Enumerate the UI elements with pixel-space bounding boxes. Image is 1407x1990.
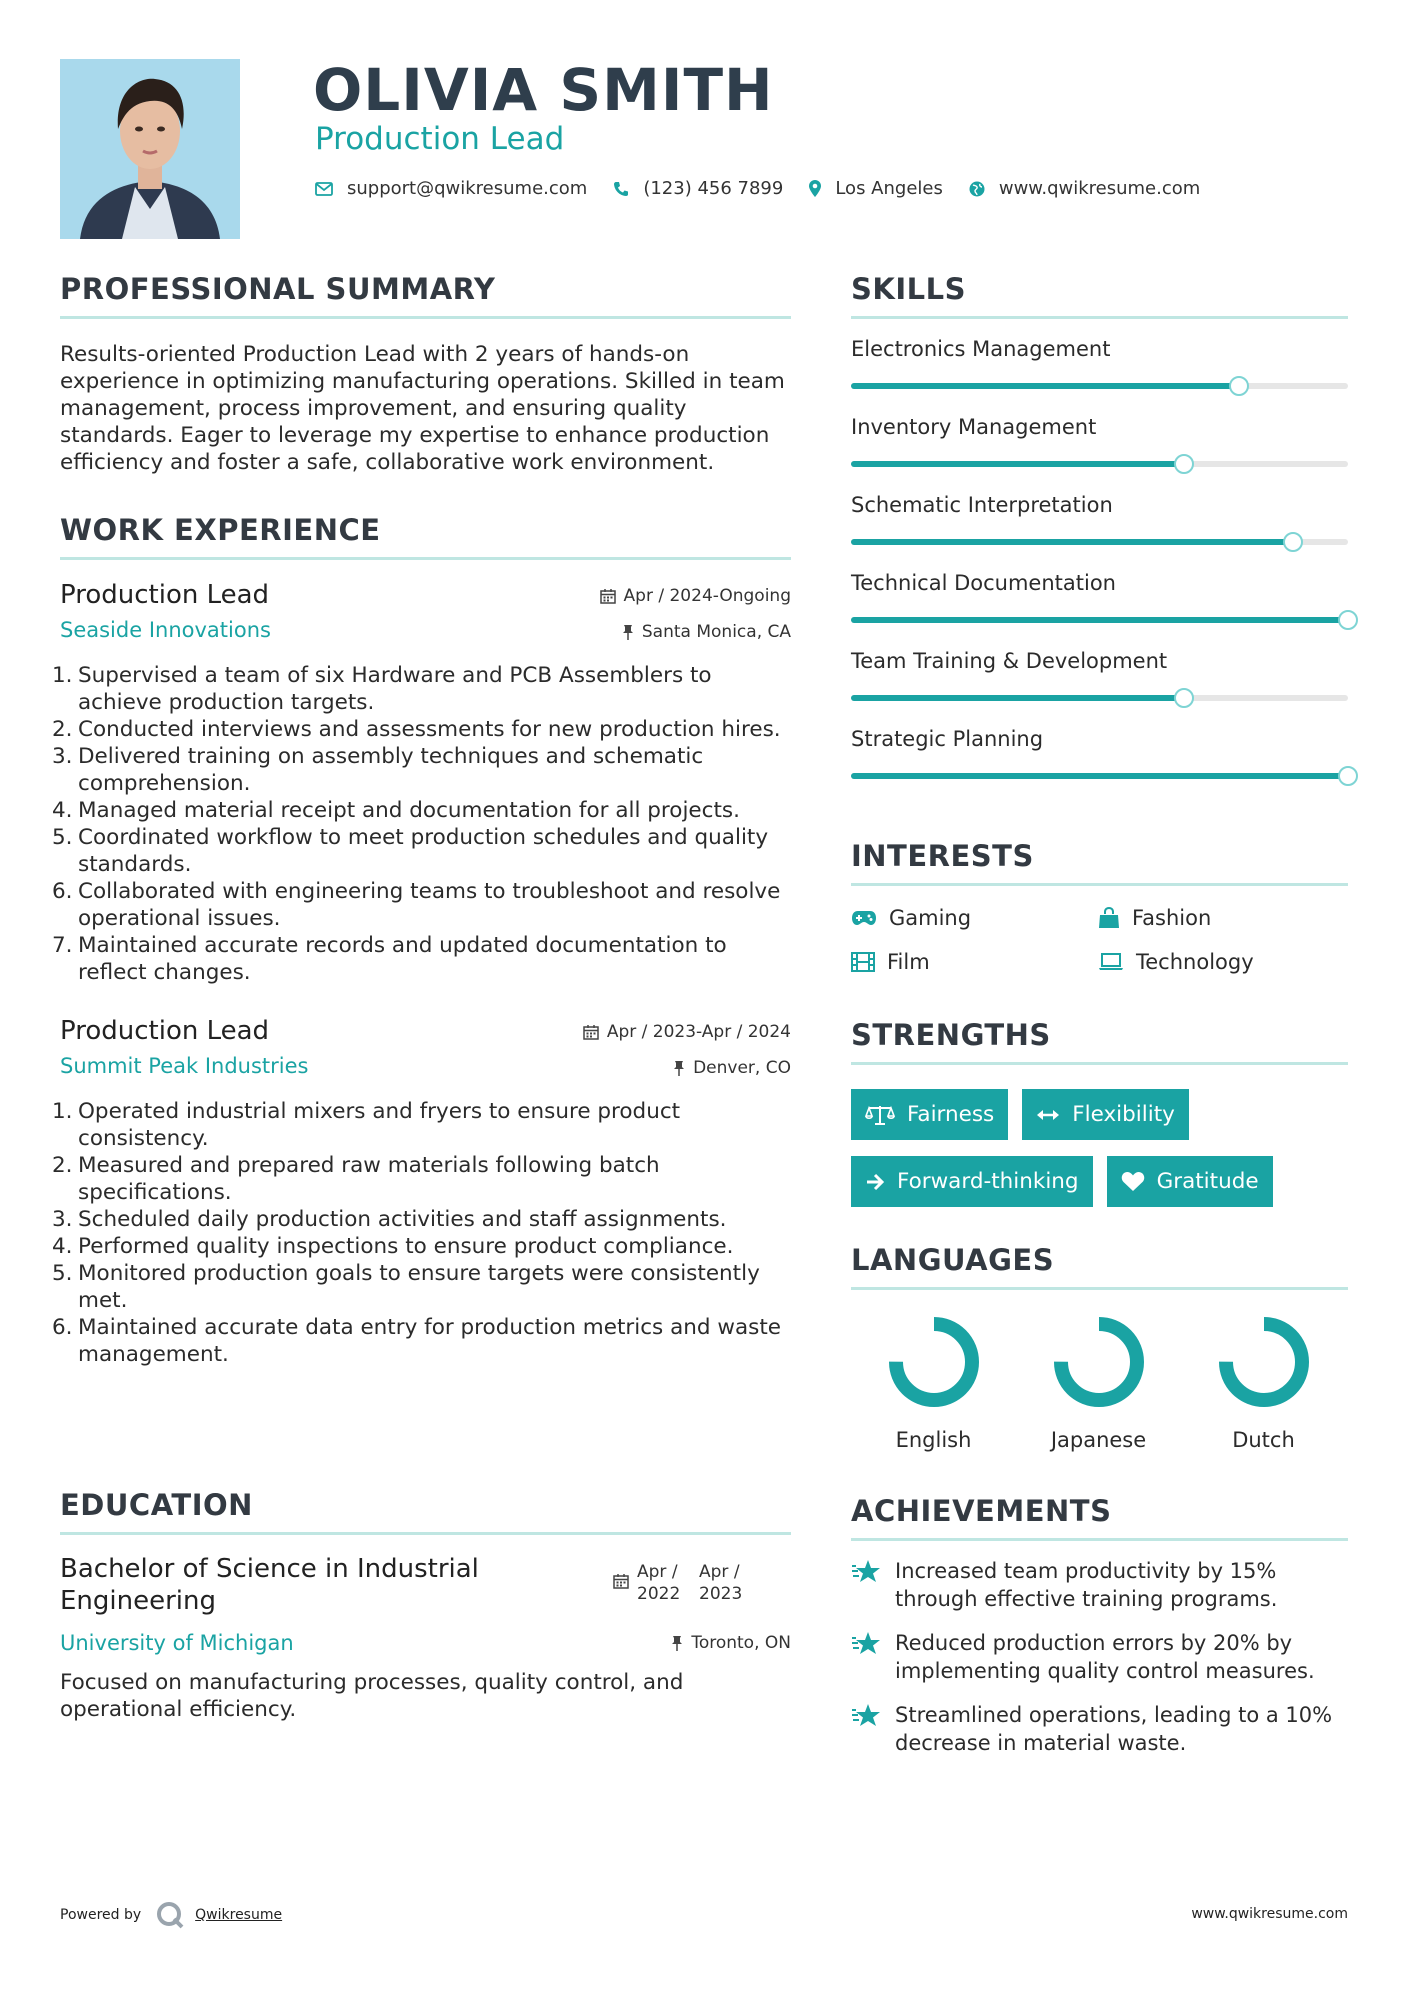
skill-label: Technical Documentation <box>851 571 1116 595</box>
job-location-text: Santa Monica, CA <box>641 622 791 642</box>
section-divider <box>60 557 791 560</box>
section-title: LANGUAGES <box>851 1243 1055 1277</box>
skill-bar <box>851 773 1348 779</box>
job-bullets <box>52 662 791 986</box>
skills-list <box>851 337 1348 787</box>
list-item: 3. Delivered training on assembly techniques and schematic comprehension. <box>52 744 704 796</box>
job-location-text: Denver, CO <box>693 1058 791 1078</box>
balance-scale-icon <box>865 1104 895 1126</box>
achievement-item <box>851 1701 1348 1757</box>
calendar-icon <box>600 588 616 604</box>
pushpin-icon <box>671 1635 683 1651</box>
job-entry <box>52 580 791 986</box>
language-ring <box>1216 1314 1312 1410</box>
achievement-item <box>851 1557 1348 1613</box>
edu-description: Focused on manufacturing processes, quality control, and operational efficiency. <box>60 1670 684 1722</box>
job-entry <box>52 1016 791 1368</box>
section-divider <box>851 1538 1348 1541</box>
section-title: INTERESTS <box>851 839 1034 873</box>
contact-email[interactable] <box>315 178 587 199</box>
edu-school: University of Michigan <box>60 1631 294 1655</box>
skill-label: Strategic Planning <box>851 727 1044 751</box>
contact-website-text: www.qwikresume.com <box>998 178 1201 199</box>
skill-bar <box>851 695 1348 701</box>
job-company: Summit Peak Industries <box>60 1054 309 1078</box>
section-divider <box>851 1287 1348 1290</box>
language-item <box>1016 1314 1181 1452</box>
achievement-text: Reduced production errors by 20% by implementing quality control measures. <box>895 1631 1315 1683</box>
interests-section <box>851 839 1348 974</box>
skill-fill <box>851 383 1239 389</box>
skill-label: Schematic Interpretation <box>851 493 1113 517</box>
skill-knob <box>1338 766 1358 786</box>
strength-chip <box>1107 1156 1273 1207</box>
interest-item <box>1098 906 1348 930</box>
skills-section <box>851 272 1348 787</box>
list-item: 7. Maintained accurate records and updated documentation to reflect changes. <box>52 933 727 985</box>
skill-item <box>851 337 1348 397</box>
envelope-icon <box>315 182 333 196</box>
candidate-name: OLIVIA SMITH <box>313 56 774 124</box>
calendar-icon <box>613 1573 629 1589</box>
edu-end-date: Apr / 2023 <box>699 1562 743 1604</box>
language-ring <box>886 1314 982 1410</box>
list-item: 1. Operated industrial mixers and fryers to ensure product consistency. <box>52 1099 681 1151</box>
education-section <box>60 1488 791 1723</box>
job-date-text: Apr / 2024-Ongoing <box>623 586 791 606</box>
list-item: 6. Collaborated with engineering teams to troubleshoot and resolve operational issues. <box>52 879 781 931</box>
language-label: Dutch <box>1232 1428 1295 1452</box>
right-column <box>851 272 1348 1757</box>
arrows-horizontal-icon <box>1036 1108 1060 1122</box>
strength-label: Fairness <box>907 1102 995 1127</box>
powered-by-label: Powered by <box>60 1907 142 1923</box>
skill-item <box>851 727 1348 787</box>
shopping-bag-icon <box>1098 907 1120 929</box>
brand-link[interactable]: Qwikresume <box>195 1907 283 1923</box>
heart-icon <box>1121 1171 1145 1192</box>
skill-bar <box>851 617 1348 623</box>
skill-fill <box>851 539 1293 545</box>
skill-item <box>851 415 1348 475</box>
edu-degree: Bachelor of Science in Industrial Engineering <box>60 1554 479 1616</box>
strength-chip <box>1022 1089 1189 1140</box>
gamepad-icon <box>851 910 877 926</box>
section-divider <box>851 1062 1348 1065</box>
section-title: WORK EXPERIENCE <box>60 513 381 547</box>
profile-photo <box>60 59 240 239</box>
skill-bar <box>851 539 1348 545</box>
section-divider <box>60 316 791 319</box>
footer-website[interactable]: www.qwikresume.com <box>1191 1906 1348 1922</box>
skill-fill <box>851 617 1348 623</box>
interest-label: Fashion <box>1132 906 1212 930</box>
skill-fill <box>851 461 1184 467</box>
arrow-right-icon <box>865 1172 885 1192</box>
list-item: 6. Maintained accurate data entry for production metrics and waste management. <box>52 1315 781 1367</box>
list-item: 4. Performed quality inspections to ensure product compliance. <box>52 1234 734 1259</box>
skill-fill <box>851 695 1184 701</box>
skill-knob <box>1174 454 1194 474</box>
calendar-icon <box>583 1024 599 1040</box>
language-label: Japanese <box>1050 1428 1147 1452</box>
job-location <box>622 622 791 642</box>
section-title: ACHIEVEMENTS <box>851 1494 1112 1528</box>
skill-label: Electronics Management <box>851 337 1111 361</box>
skill-knob <box>1283 532 1303 552</box>
languages-section <box>851 1243 1348 1452</box>
job-title: Production Lead <box>60 580 270 610</box>
star-badge-icon <box>851 1559 881 1585</box>
achievement-text: Streamlined operations, leading to a 10% decrease in material waste. <box>895 1703 1333 1755</box>
section-divider <box>60 1532 791 1535</box>
strength-label: Forward-thinking <box>897 1169 1079 1194</box>
strength-chip <box>851 1156 1093 1207</box>
contact-phone-text: (123) 456 7899 <box>643 178 784 199</box>
contact-bar <box>315 178 1226 199</box>
candidate-role: Production Lead <box>315 121 565 157</box>
edu-location <box>671 1633 791 1653</box>
job-location <box>673 1058 791 1078</box>
summary-section <box>60 272 791 476</box>
language-ring <box>1051 1314 1147 1410</box>
job-date <box>583 1022 791 1042</box>
summary-text: Results-oriented Production Lead with 2 years of hands-on experience in optimizing manufacturing operations. Skilled in team management, process improvement, and ensuring quality standards. Eager to leverage my expertise to enhance production efficiency and foster a safe, collaborative work environment. <box>60 342 785 475</box>
job-company: Seaside Innovations <box>60 618 271 642</box>
skill-fill <box>851 773 1348 779</box>
edu-dates <box>613 1561 761 1605</box>
strengths-section <box>851 1018 1348 1223</box>
star-badge-icon <box>851 1631 881 1657</box>
globe-icon <box>969 181 985 197</box>
skill-knob <box>1338 610 1358 630</box>
language-item <box>1181 1314 1346 1452</box>
skill-knob <box>1174 688 1194 708</box>
skill-bar <box>851 461 1348 467</box>
phone-icon <box>613 181 629 197</box>
achievement-text: Increased team productivity by 15% through effective training programs. <box>895 1559 1278 1611</box>
interest-item <box>1098 950 1348 974</box>
contact-website[interactable] <box>969 178 1200 199</box>
interest-item <box>851 906 1098 930</box>
interest-label: Technology <box>1136 950 1254 974</box>
skill-knob <box>1229 376 1249 396</box>
skill-bar <box>851 383 1348 389</box>
strength-chip <box>851 1089 1008 1140</box>
job-date <box>600 586 791 606</box>
achievement-item <box>851 1629 1348 1685</box>
achievements-section <box>851 1494 1348 1757</box>
qwikresume-logo-icon <box>155 1900 185 1930</box>
contact-email-text: support@qwikresume.com <box>347 178 588 199</box>
language-item <box>851 1314 1016 1452</box>
list-item: 5. Coordinated workflow to meet production schedules and quality standards. <box>52 825 769 877</box>
star-badge-icon <box>851 1703 881 1729</box>
skill-item <box>851 571 1348 631</box>
list-item: 4. Managed material receipt and documentation for all projects. <box>52 798 740 823</box>
experience-section <box>52 513 791 1368</box>
skill-item <box>851 649 1348 709</box>
list-item: 2. Conducted interviews and assessments for new production hires. <box>52 717 781 742</box>
section-divider <box>851 316 1348 319</box>
interest-label: Film <box>887 950 930 974</box>
job-bullets <box>52 1098 791 1368</box>
job-title: Production Lead <box>60 1016 270 1046</box>
language-label: English <box>895 1428 972 1452</box>
interest-item <box>851 950 1098 974</box>
section-title: PROFESSIONAL SUMMARY <box>60 272 496 306</box>
strength-label: Flexibility <box>1072 1102 1175 1127</box>
skill-label: Inventory Management <box>851 415 1097 439</box>
pushpin-icon <box>673 1060 685 1076</box>
contact-phone[interactable] <box>613 178 783 199</box>
section-title: EDUCATION <box>60 1488 253 1522</box>
interest-label: Gaming <box>889 906 972 930</box>
section-divider <box>851 883 1348 886</box>
contact-location <box>809 178 943 199</box>
list-item: 5. Monitored production goals to ensure targets were consistently met. <box>52 1261 760 1313</box>
laptop-icon <box>1098 953 1124 971</box>
job-date-text: Apr / 2023-Apr / 2024 <box>606 1022 791 1042</box>
pushpin-icon <box>622 624 634 640</box>
list-item: 1. Supervised a team of six Hardware and PCB Assemblers to achieve production targets. <box>52 663 712 715</box>
skill-label: Team Training & Development <box>851 649 1168 673</box>
edu-location-text: Toronto, ON <box>691 1633 791 1653</box>
section-title: SKILLS <box>851 272 966 306</box>
skill-item <box>851 493 1348 553</box>
left-column <box>52 272 791 1368</box>
footer-powered-by <box>60 1900 282 1930</box>
edu-start-date: Apr / 2022 <box>637 1562 681 1604</box>
list-item: 3. Scheduled daily production activities and staff assignments. <box>52 1207 727 1232</box>
list-item: 2. Measured and prepared raw materials following batch specifications. <box>52 1153 660 1205</box>
section-title: STRENGTHS <box>851 1018 1051 1052</box>
film-icon <box>851 952 875 972</box>
map-marker-icon <box>809 180 821 197</box>
strength-label: Gratitude <box>1156 1169 1259 1194</box>
contact-location-text: Los Angeles <box>835 178 943 199</box>
